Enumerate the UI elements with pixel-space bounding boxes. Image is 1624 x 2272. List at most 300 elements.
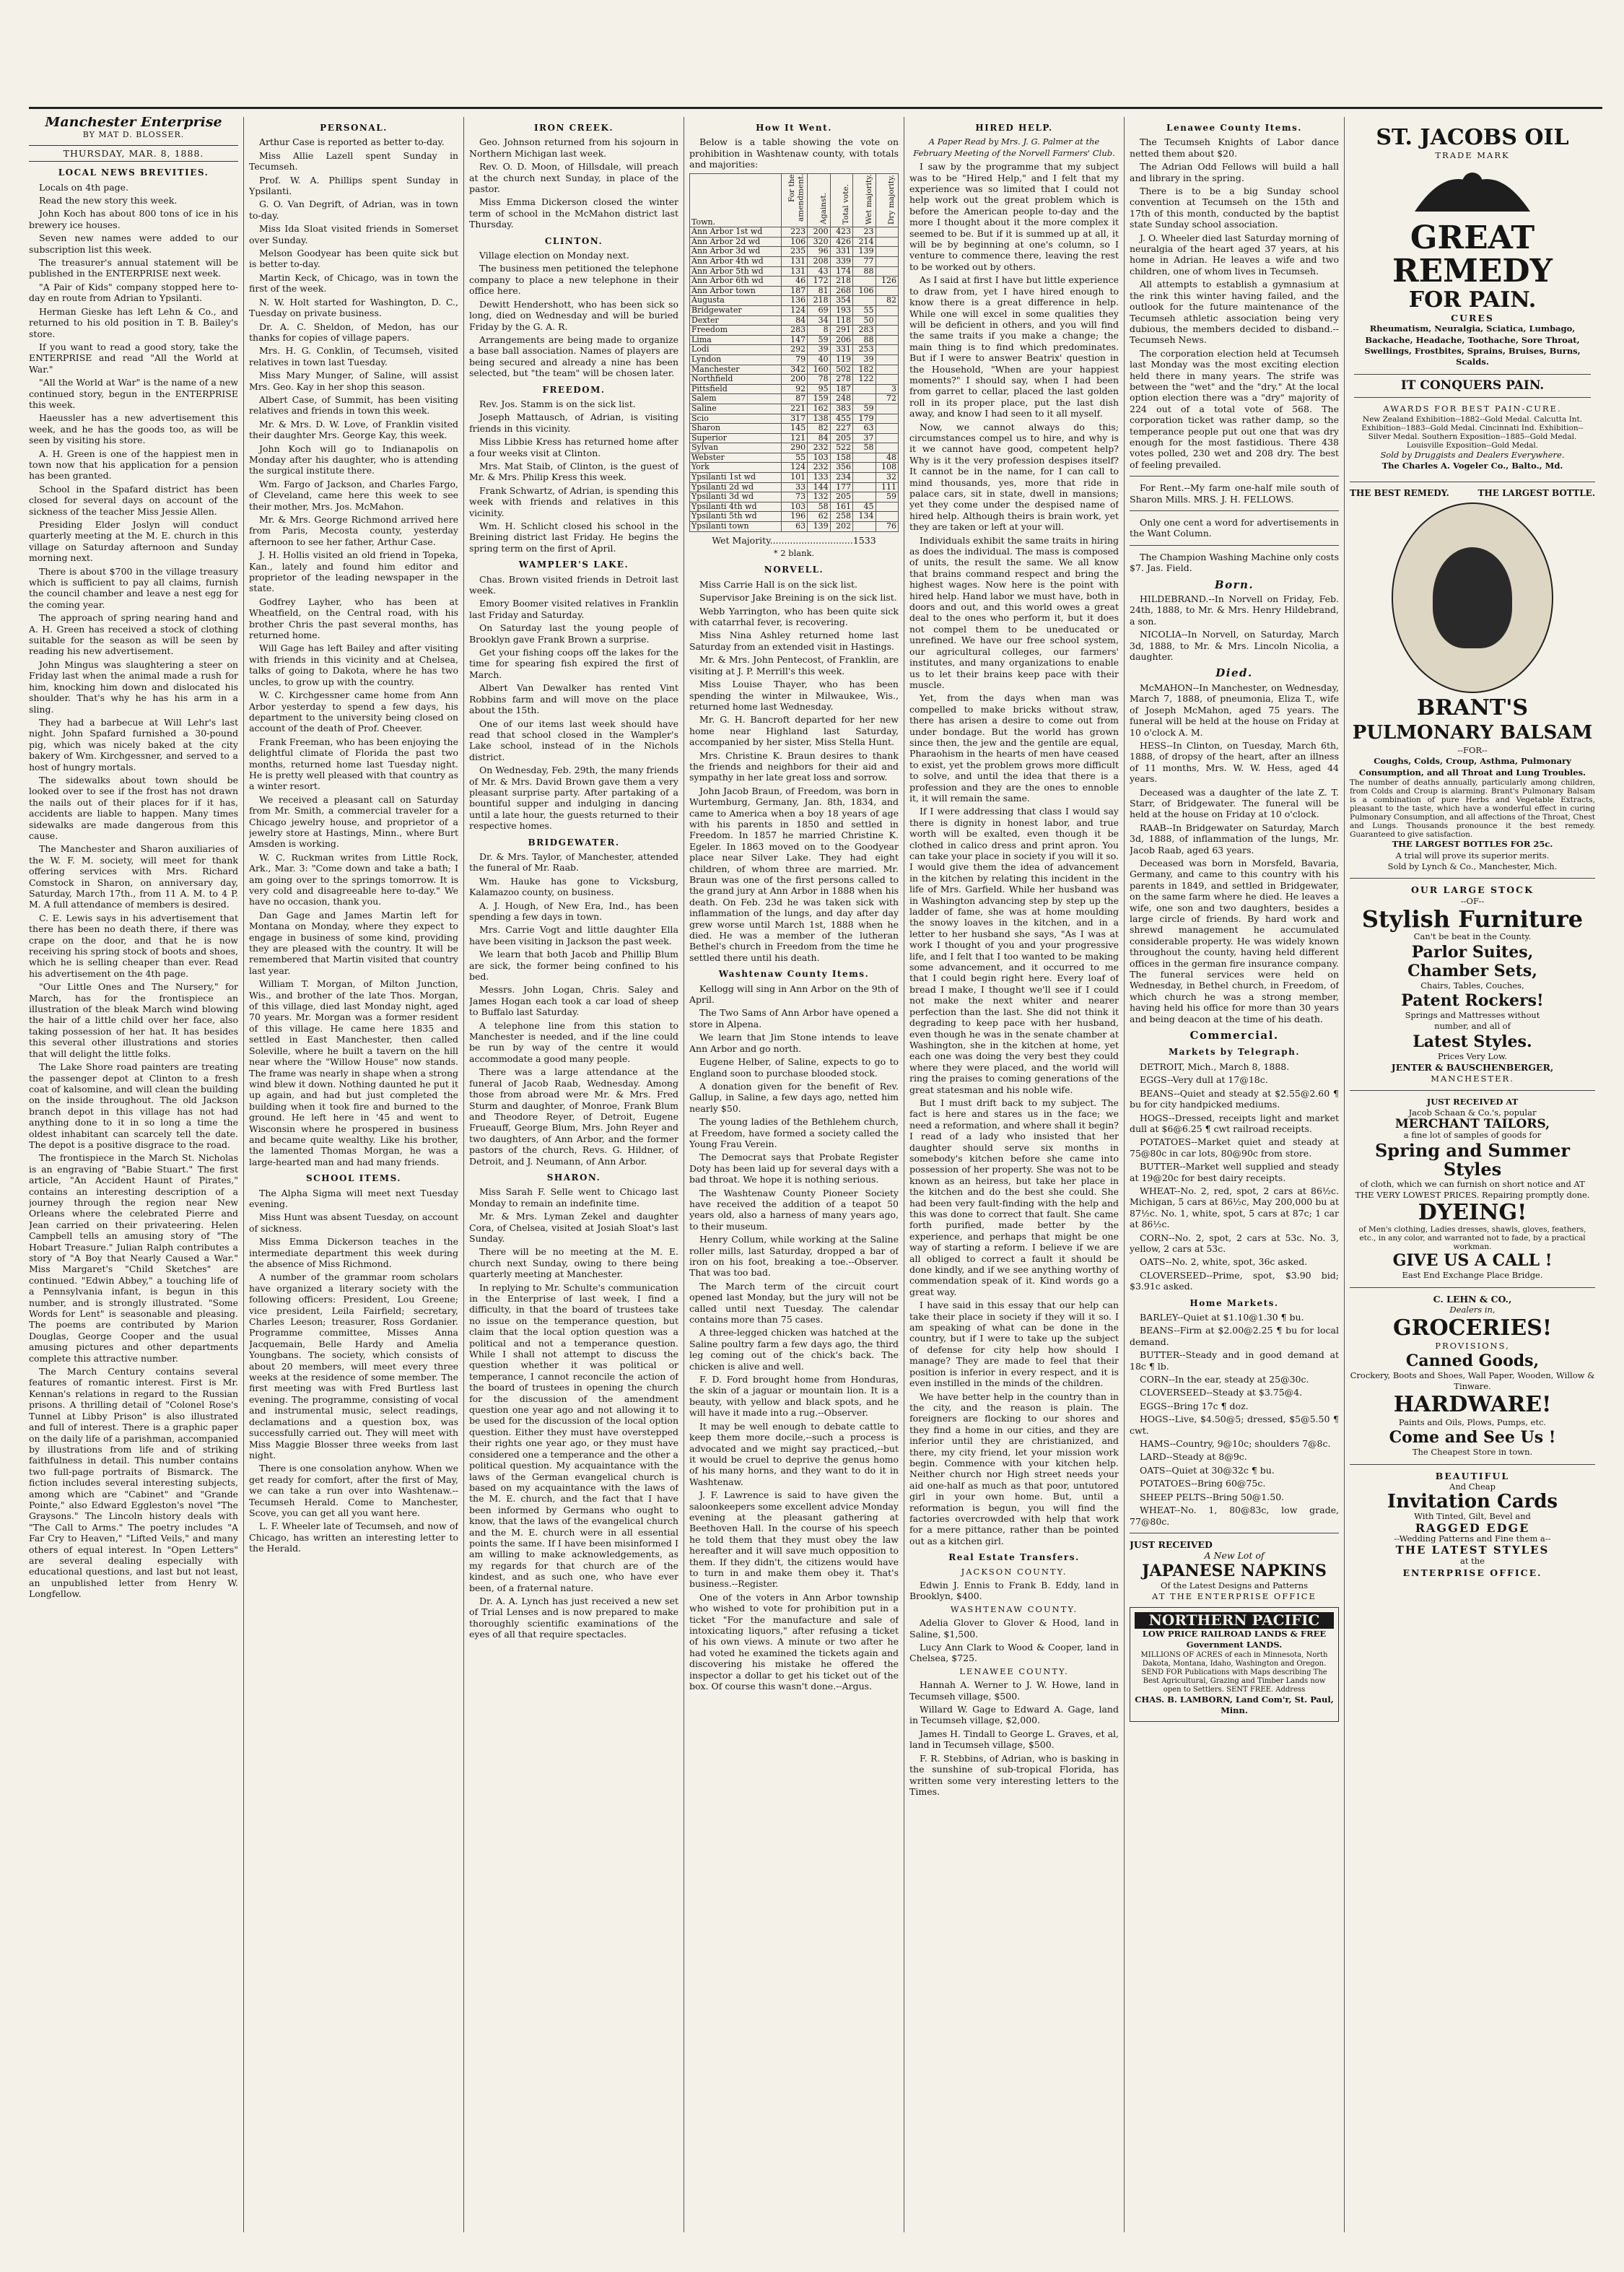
np-address: CHAS. B. LAMBORN, Land Com'r, St. Paul, Minn. [1135, 1694, 1334, 1716]
brant-body: The number of deaths annually, particularly among children, from Colds and Croup is alarming. Brant's Pulmonary Balsam is a combination of pure Herbs and Vegetable Extracts, pleasant to the taste, which have a wonderful effect in curing Pulmonary Consumption, and all affections of the Throat, Chest and Lungs. Thousands pronounce it the best remedy. Guaranteed to give satisfaction. [1350, 778, 1595, 840]
table-cell: 205 [830, 492, 852, 502]
table-cell: 118 [830, 315, 852, 326]
paragraph: Yet, from the days when man was compelled to make bricks without straw, there has arisen a desire to come out from under bondage. But the world has grown since then, the jew and the gentile are equal, Pharaohism in the hearts of men have ceased to exist, yet the problem grows more difficult to solve, and until the idea that there is a profession and they are the ones to ennoble it, it will remain the same. [909, 692, 1119, 804]
table-cell: 162 [808, 404, 830, 414]
table-cell: 62 [808, 512, 830, 522]
table-cell: 40 [808, 354, 830, 365]
table-row [690, 296, 899, 306]
table-cell: Ann Arbor town [690, 286, 782, 296]
table-cell [853, 473, 876, 483]
table-cell: 133 [808, 473, 830, 483]
paragraph: N. W. Holt started for Washington, D. C., Tuesday on private business. [249, 296, 458, 319]
table-cell: 202 [830, 522, 852, 532]
article-list [469, 399, 678, 554]
table-row [690, 365, 899, 375]
table-cell [853, 492, 876, 502]
paragraph: Arrangements are being made to organize a base ball association. Names of players are being secured and already a nine has been selected, but "the team" will be chosen later. [469, 334, 678, 379]
divider [1354, 397, 1591, 398]
divider [1130, 510, 1339, 511]
grocery-dealers: Dealers in, [1449, 1305, 1496, 1315]
table-cell: 283 [853, 326, 876, 336]
paragraph: Dr. A. C. Sheldon, of Medon, has our thanks for copies of village papers. [249, 321, 458, 343]
tailor-merchant: MERCHANT TAILORS, [1394, 1116, 1550, 1131]
paragraph: Henry Collum, while working at the Saline roller mills, last Saturday, dropped a bar of iron on his foot, breaking a toe.--Observer. That was too bad. [689, 1234, 899, 1279]
table-cell [853, 384, 876, 394]
table-cell [853, 453, 876, 463]
article-list [249, 136, 458, 1167]
paragraph: F. D. Ford brought home from Honduras, the skin of a jaguar or mountain lion. It is a beauty, with yellow and black spots, and he will have it made into a rug.--Observer. [689, 1374, 899, 1419]
paragraph: The Democrat says that Probate Register Doty has been laid up for several days with a bad throat. We hope it is nothing serious. [689, 1152, 899, 1185]
table-cell: Ypsilanti 2d wd [690, 482, 782, 492]
column-1 [29, 117, 238, 2240]
paragraph: The March Century contains several features of romantic interest. First is Mr. Kennan's relations in regard to the Russian prisons. A thrilling detail of "Colonel Rose's Tunnel at Libby Prison" is also illustrated and full of interest. There is a graphic paper on the daily life of a parishman, accompanied by illustrations from life and of striking faithfulness in detail. This number contains two full-page portraits of Bismarck. The fiction includes several interesting subjects, among which are "Cabinet" and "Grande Pointe," also Edward Eggleston's novel "The Graysons." The Lincoln history deals with "The Call to Arms." The poetry includes "A Far Cry to Heaven," "Lifted Veils," and many others of equal interest. In "Open Letters" are several dealing especially with educational questions, and last but not least, an unpublished letter from Henry W. Longfellow. [29, 1366, 238, 1600]
table-cell: 502 [830, 365, 852, 375]
table-cell: Ann Arbor 5th wd [690, 266, 782, 277]
paragraph: Dr. A. A. Lynch has just received a new set of Trial Lenses and is now prepared to make thoroughly scientific examinations of the eyes of all that require spectacles. [469, 1595, 678, 1640]
sj-cures: CURES [1451, 312, 1494, 323]
column-rule [463, 117, 464, 2232]
article-list [469, 1186, 678, 1640]
table-cell: 69 [808, 305, 830, 315]
table-cell: 196 [781, 512, 808, 522]
np-body: MILLIONS OF ACRES of each in Minnesota, North Dakota, Montana, Idaho, Washington and Oregon. SEND FOR Publications with Maps describing The Best Agricultural, Grazing and Timber Lands now open to Settlers. SENT FREE. Address [1140, 1650, 1328, 1694]
sj-awards-list: New Zealand Exhibition--1882--Gold Medal. Calcutta Int. Exhibition--1883--Gold Medal. Cincinnati Ind. Exhibition--Silver Medal. Southern Exposition--1885--Gold Medal. Louisville Exposition--Gold Medal. [1361, 414, 1584, 450]
table-cell: 160 [808, 365, 830, 375]
invitation-wedding: --Wedding Patterns and Fine them a-- [1394, 1533, 1551, 1544]
paragraph: We learn that both Jacob and Phillip Blum are sick, the former being confined to his bed. [469, 949, 678, 983]
paragraph: John Koch will go to Indianapolis on Monday after his daughter, who is attending the surgical institute there. [249, 443, 458, 476]
market-list [1130, 1312, 1339, 1527]
table-cell [876, 286, 898, 296]
furniture-chamber: Chamber Sets, [1407, 961, 1537, 980]
transfer-list [909, 1617, 1119, 1664]
table-cell: 59 [853, 404, 876, 414]
paragraph: Melson Goodyear has been quite sick but is better to-day. [249, 248, 458, 270]
table-cell: 101 [781, 473, 808, 483]
paragraph: McMAHON--In Manchester, on Wednesday, March 7, 1888, of pneumonia, Eliza T., wife of Joseph McMahon, aged 75 years. The funeral will be held at the house on Friday at 10 o'clock A. M. [1130, 682, 1339, 738]
table-row [690, 492, 899, 502]
table-cell: 158 [830, 453, 852, 463]
wet-majority: Wet Majority.............................1533 [712, 534, 876, 546]
paragraph: Eugene Helber, of Saline, expects to go to England soon to purchase blooded stock. [689, 1056, 899, 1079]
paragraph: BUTTER--Market well supplied and steady at 19@20c for best dairy receipts. [1130, 1161, 1339, 1183]
paragraph: A. J. Hough, of New Era, Ind., has been spending a few days in town. [469, 900, 678, 922]
table-cell [876, 257, 898, 267]
table-row [690, 512, 899, 522]
table-cell: 331 [830, 345, 852, 355]
paragraph: The young ladies of the Bethlehem church, at Freedom, have formed a society called the Young Frau Verein. [689, 1116, 899, 1149]
furniture-of: --OF-- [1460, 895, 1485, 906]
table-cell: 103 [808, 453, 830, 463]
divider [1350, 1464, 1595, 1465]
article-list [909, 161, 1119, 1546]
furniture-ad [1350, 884, 1595, 1084]
paragraph: The frontispiece in the March St. Nicholas is an engraving of "Babie Stuart." The first article, "An Accident Haunt of Pirates," contains an interesting description of a journey through the region near New Orleans where the celebrated Pierre and Jean carried on their privateering. Helen Campbell tells an amusing story of "The Hobart Treasure." Julian Ralph contributes a story of "A Boy that Nearly Caused a War." Miss Margaret's "Child Sketches" are continued. "Edwin Abbey," a touching life of a Pennsylvania infant, is begun in this number, and is strongly illustrated. "Some Words for Lent" is seasonable and pleasing. The poems are contributed by Marion Douglas, George Cooper and the usual amusing pictures and other departments complete this attractive number. [29, 1152, 238, 1364]
table-cell [853, 296, 876, 306]
table-cell: 8 [808, 326, 830, 336]
furniture-cant-beat: Can't be beat in the County. [1413, 931, 1532, 942]
paragraph: The Alpha Sigma will meet next Tuesday evening. [249, 1187, 458, 1209]
divider [1130, 545, 1339, 546]
paragraph: HOGS--Live, $4.50@5; dressed, $5@5.50 ¶ cwt. [1130, 1414, 1339, 1436]
table-cell: 187 [830, 384, 852, 394]
paragraph: Deceased was born in Morsfeld, Bavaria, Germany, and came to this country with his parents in 1849, and settled in Bridgewater, on the same farm where he died. He leaves a wife, one son and two daughters, besides a large circle of friends. By hard work and shrewd management he accumulated considerable property. He was widely known throughout the county, having held different offices in the german fire insurance company. The funeral services were held on Wednesday, in Bethel church, in Freedom, of which church he was a strong member, having held his office for more than 30 years and being deacon at the time of his death. [1130, 857, 1339, 1024]
table-cell: 354 [830, 296, 852, 306]
paragraph: Mrs. H. G. Conklin, of Tecumseh, visited relatives in town last Tuesday. [249, 345, 458, 367]
paragraph: There will be no meeting at the M. E. church next Sunday, owing to there being quarterly meeting at Manchester. [469, 1246, 678, 1280]
paragraph: The approach of spring nearing hand and A. H. Green has received a stock of clothing suitable for the season as will be seen by reading his new advertisement. [29, 612, 238, 657]
section-heading: WAMPLER'S LAKE. [518, 560, 629, 570]
table-cell: 46 [781, 277, 808, 287]
paragraph: BEANS--Firm at $2.00@2.25 ¶ bu for local demand. [1130, 1325, 1339, 1347]
table-cell: 144 [808, 482, 830, 492]
sj-trademark: TRADE MARK [1435, 150, 1510, 160]
birth-list [1130, 593, 1339, 662]
table-cell: 43 [808, 266, 830, 277]
article-list [1130, 136, 1339, 470]
paragraph: On Wednesday, Feb. 29th, the many friends of Mr. & Mrs. David Brown gave them a very pleasant surprise party. After partaking of a bountiful supper and indulging in dancing until a late hour, the guests returned to their respective homes. [469, 765, 678, 832]
table-cell: 232 [808, 463, 830, 473]
invitation-ragged: RAGGED EDGE [1415, 1520, 1530, 1535]
paragraph: Adelia Glover to Glover & Hood, land in Saline, $1,500. [909, 1617, 1119, 1640]
grocery-come: Come and See Us ! [1389, 1428, 1556, 1448]
table-cell: 138 [808, 414, 830, 424]
paragraph: John Koch has about 800 tons of ice in his brewery ice houses. [29, 208, 238, 230]
paragraph: Lucy Ann Clark to Wood & Cooper, land in Chelsea, $725. [909, 1642, 1119, 1664]
table-row [690, 482, 899, 492]
paragraph: Dewitt Hendershott, who has been sick so long, died on Wednesday and will be buried Friday by the G. A. R. [469, 298, 678, 332]
paragraph: J. F. Lawrence is said to have given the saloonkeepers some excellent advice Monday evening at the pleasant gathering at Beethoven Hall. In the course of his speech he told them that they must obey the law hereafter and it will save much opposition to them. If they didn't, the citizens would have to turn in and make them obey it. That's business.--Register. [689, 1489, 899, 1590]
table-cell: Northfield [690, 375, 782, 385]
section-heading: SCHOOL ITEMS. [306, 1173, 401, 1184]
column-rule [243, 117, 244, 2232]
table-row [690, 375, 899, 385]
paragraph: James H. Tindall to George L. Graves, et al, land in Tecumseh village, $500. [909, 1728, 1119, 1751]
table-cell: 103 [781, 502, 808, 512]
paragraph: W. C. Kirchgessner came home from Ann Arbor yesterday to spend a few days, his department to the university being closed on account of the death of Prof. Cheever. [249, 689, 458, 734]
table-cell: Ypsilanti 1st wd [690, 473, 782, 483]
paragraph: We learn that Jim Stone intends to leave Ann Arbor and go north. [689, 1032, 899, 1054]
table-cell: Ann Arbor 3d wd [690, 247, 782, 257]
table-cell: 291 [830, 326, 852, 336]
paragraph: CLOVERSEED--Prime, spot, $3.90 bid; $3.91c asked. [1130, 1269, 1339, 1292]
paragraph: OATS--Quiet at 30@32c ¶ bu. [1140, 1464, 1275, 1476]
paragraph: Deceased was a daughter of the late Z. T. Starr, of Bridgewater. The funeral will be held at the house on Friday at 10 o'clock. [1130, 786, 1339, 820]
table-cell: Ann Arbor 1st wd [690, 227, 782, 238]
table-cell: Webster [690, 453, 782, 463]
furniture-latest: Latest Styles. [1413, 1032, 1532, 1051]
for-rent-ad: For Rent.--My farm one-half mile south of Sharon Mills. MRS. J. H. FELLOWS. [1130, 482, 1339, 505]
paragraph: Miss Emma Dickerson closed the winter term of school in the McMahon district last Thursday. [469, 196, 678, 230]
table-row [690, 394, 899, 404]
table-cell [853, 394, 876, 404]
paragraph: Rev. Jos. Stamm is on the sick list. [479, 398, 636, 409]
paragraph: We have better help in the country than in the city, and the reason is plain. The foreigners are flocking to our shores and they find a home in our cities, and they are inferior until they are christianized, and there, my city friend, let your mission work begin. Commence with your kitchen help. Neither church nor High street needs your aid one-half as much as that poor, untutored girl in your own home. But, until a reformation is begun, you will find the factories overcrowded with help that work for a mere pittance, rather than be pointed out as a kitchen girl. [909, 1390, 1119, 1546]
table-cell [876, 365, 898, 375]
paragraph: The corporation election held at Tecumseh last Monday was the most exciting election held there in many years. The strife was between the "wet" and the "dry." At the local option election there was a "dry" majority of 224 out of a total vote of 568. The corporation ticket was rather damp, so the temperance people put out one that was dry enough for the most fastidious. There 438 votes polled, 230 wet and 208 dry. The best of feeling prevailed. [1130, 347, 1339, 470]
table-row [690, 443, 899, 453]
paragraph: If I were addressing that class I would say there is dignity in honest labor, and true worth will be exalted, even though it be clothed in calico dress and print apron. You can take your place in society if you will it so. I would give them the idea of advancement in the kitchen by relating this incident in the life of Mrs. Garfield. While her husband was in Washington advancing step by step up the ladder of fame, she was at home moulding the snowy loaves in the kitchen, and in a letter to her husband she says, "As I was at work I thought of you and your progressive life, and I felt that I too wanted to be making some advancement, and it occurred to me that I could begin right here. Every loaf of bread I make, I thought we'll see if I could not make the next whiter and nearer perfection than the last. She did not think it degrading to keep pace with her husband, even though he was in the senate chamber at Washington, she in the kitchen at home, yet each one was doing the very best they could where they were placed, and the world will ring the praises to coming generations of the great statesman and his noble wife. [909, 806, 1119, 1095]
paragraph: Village election on Monday next. [479, 250, 629, 261]
furniture-springs: Springs and Mattresses without [1405, 1009, 1540, 1020]
article-list [469, 574, 678, 832]
paragraph: Mr. & Mrs. John Pentecost, of Franklin, are visiting at J. P. Merrill's this week. [689, 654, 899, 676]
paragraph: Prof. W. A. Phillips spent Sunday in Ypsilanti. [249, 174, 458, 197]
paragraph: Kellogg will sing in Ann Arbor on the 9th of April. [689, 983, 899, 1006]
paragraph: A telephone line from this station to Manchester is needed, and if the line could be run by way of the centre it would accommodate a good many people. [469, 1019, 678, 1064]
washing-machine-notice: The Champion Washing Machine only costs $7. Jas. Field. [1130, 551, 1339, 574]
table-cell: 331 [830, 247, 852, 257]
table-cell: Ypsilanti 3d wd [690, 492, 782, 502]
table-intro: Below is a table showing the vote on prohibition in Washtenaw county, with totals and majorities: [689, 136, 899, 170]
table-row [690, 463, 899, 473]
table-cell: 55 [853, 305, 876, 315]
grocery-cheapest: The Cheapest Store in town. [1412, 1447, 1533, 1458]
paragraph: BUTTER--Steady and in good demand at 18c ¶ lb. [1130, 1349, 1339, 1372]
column-3 [469, 117, 678, 2240]
paragraph: We received a pleasant call on Saturday from Mr. Smith, a commercial traveler for a Chicago jewelry house, and proprietor of a jewelry store at Hastings, Minn., where Burt Amsden is working. [249, 793, 458, 850]
paragraph: On Saturday last the young people of Brooklyn gave Frank Brown a surprise. [469, 622, 678, 645]
paragraph: Dan Gage and James Martin left for Montana on Monday, where they expect to engage in business of some kind, providing they are pleased with the country. It will be remembered that Martin visited that country last year. [249, 909, 458, 976]
paragraph: HAMS--Country, 9@10c; shoulders 7@8c. [1140, 1438, 1331, 1450]
table-cell: 134 [853, 512, 876, 522]
table-cell: 423 [830, 227, 852, 238]
death-list [1130, 682, 1339, 1024]
paragraph: Hannah A. Werner to J. W. Howe, land in Tecumseh village, $500. [909, 1679, 1119, 1702]
table-cell: 77 [853, 257, 876, 267]
paragraph: Godfrey Layher, who has been at Wheatfield, on the Central road, with his brother Chris the past several months, has returned home. [249, 596, 458, 641]
table-cell: Saline [690, 404, 782, 414]
paragraph: Miss Libbie Kress has returned home after a four weeks visit at Clinton. [469, 436, 678, 458]
invitation-title: Invitation Cards [1387, 1491, 1558, 1513]
table-cell: 39 [853, 354, 876, 365]
paragraph: All attempts to establish a gymnasium at the rink this winter having failed, and the outlook for the future maintenance of the Tecumseh athletic association being very dubious, the members decided to disband.--Tecumseh News. [1130, 279, 1339, 346]
table-cell: Ann Arbor 6th wd [690, 277, 782, 287]
table-cell: 136 [781, 296, 808, 306]
table-cell: 290 [781, 443, 808, 453]
blank-note: * 2 blank. [773, 548, 815, 559]
table-cell: 227 [830, 424, 852, 434]
brant-list: Coughs, Colds, Croup, Asthma, Pulmonary Consumption, and all Throat and Lung Troubles. [1358, 756, 1586, 778]
table-cell: 223 [781, 227, 808, 238]
table-row [690, 286, 899, 296]
paragraph: Rev. O. D. Moon, of Hillsdale, will preach at the church next Sunday, in place of the pastor. [469, 161, 678, 195]
table-cell: Salem [690, 394, 782, 404]
table-cell: 76 [876, 522, 898, 532]
sj-awards: AWARDS FOR BEST PAIN-CURE. [1383, 404, 1562, 414]
paragraph: The March term of the circuit court opened last Monday, but the jury will not be called until next Tuesday. The calendar contains more than 75 cases. [689, 1280, 899, 1326]
table-cell: Superior [690, 433, 782, 443]
section-heading: Real Estate Transfers. [948, 1552, 1080, 1563]
napkin-ad-line: A New Lot of [1204, 1550, 1265, 1562]
want-column-notice: Only one cent a word for advertisements in the Want Column. [1130, 517, 1339, 539]
column-6 [1130, 117, 1339, 2240]
table-cell: 339 [830, 257, 852, 267]
paragraph: "Our Little Ones and The Nursery," for March, has for the frontispiece an illustration of the bleak March wind blowing the hair of a little child over her face, also taking possession of her hat. It has besides this several other illustrations and stories that will delight the little folks. [29, 981, 238, 1059]
table-cell: 59 [876, 492, 898, 502]
paragraph: Locals on 4th page. [39, 181, 129, 193]
table-row [690, 257, 899, 267]
table-cell: 159 [808, 394, 830, 404]
paragraph: Miss Carrie Hall is on the sick list. [699, 578, 858, 590]
section-heading: LOCAL NEWS BREVITIES. [58, 167, 209, 178]
paragraph: Seven new names were added to our subscription list this week. [29, 232, 238, 255]
napkin-ad-office: AT THE ENTERPRISE OFFICE [1152, 1591, 1317, 1602]
table-cell: Freedom [690, 326, 782, 336]
table-cell: 78 [808, 375, 830, 385]
article-list [469, 851, 678, 1167]
table-cell: 95 [808, 384, 830, 394]
table-cell: 58 [853, 443, 876, 453]
invitation-at: at the [1460, 1556, 1485, 1567]
table-cell: 342 [781, 365, 808, 375]
paragraph: John Jacob Braun, of Freedom, was born in Wurtemburg, Germany, Jan. 8th, 1834, and came to America when a boy 18 years of age with his parents in 1850 and settled in Freedom. In 1857 he married Christine K. Egeler. In 1863 moved on to the Goodyear place near Silver Lake. They had eight children, of whom three are married. Mr. Braun was one of the first persons called to the grand jury at Ann Arbor in 1888 when his death. On Feb. 23d he was taken sick with inflammation of the lungs, and day after day grew worse until March 1st, 1888 when he died. He was a member of the lutheran Bethel's church in Freedom from the time he settled there until his death. [689, 785, 899, 963]
brant-for: --FOR-- [1457, 744, 1488, 755]
table-cell [876, 433, 898, 443]
furniture-firm: JENTER & BAUSCHENBERGER, [1391, 1062, 1554, 1074]
paragraph: Mrs. Mat Staib, of Clinton, is the guest of Mr. & Mrs. Philip Kress this week. [469, 460, 678, 483]
table-cell: 72 [876, 394, 898, 404]
table-cell: 87 [781, 394, 808, 404]
article-list [689, 579, 899, 963]
paragraph: Willard W. Gage to Edward A. Gage, land in Tecumseh village, $2,000. [909, 1704, 1119, 1726]
section-heading: Commercial. [1189, 1029, 1279, 1043]
masthead-byline: BY MAT D. BLOSSER. [82, 130, 185, 140]
paragraph: Frank Schwartz, of Adrian, is spending this week with friends and relatives in this vicinity. [469, 484, 678, 518]
invitation-cheap: And Cheap [1449, 1481, 1496, 1492]
table-cell: Ann Arbor 2d wd [690, 237, 782, 247]
table-header: Dry majority. [876, 173, 898, 227]
table-cell: 131 [781, 266, 808, 277]
grocery-provisions: PROVISIONS, [1435, 1340, 1510, 1351]
paragraph: Emory Boomer visited relatives in Franklin last Friday and Saturday. [469, 598, 678, 620]
table-cell: 3 [876, 384, 898, 394]
divider [1354, 374, 1591, 375]
paragraph: As I said at first I have but little experience to draw from, yet I have hired enough to know there is a great difference in help. While one will excel in some qualities they will be deficient in others, and you will find the same traits if you make a change; the main thing is to find which predominates. But if I were to answer Beatrix' question in the Household, "When are your happiest moments?" I should say, when I had been from garret to cellar, placed the last golden roll in its proper place, put the last dish away, and know I had seen to it all myself. [909, 274, 1119, 419]
paragraph: "All the World at War" is the name of a new continued story, begun in the ENTERPRISE this week. [29, 377, 238, 410]
paragraph: OATS--No. 2, white, spot, 36c asked. [1140, 1256, 1308, 1268]
sj-figure-icon [1400, 161, 1545, 219]
np-title: NORTHERN PACIFIC [1135, 1612, 1334, 1629]
paragraph: Albert Van Dewalker has rented Vint Robbins farm and will move on the place about the 15th. [469, 682, 678, 716]
table-cell: Augusta [690, 296, 782, 306]
tailor-cloth: of cloth, which we can furnish on short notice and AT THE VERY LOWEST PRICES. Repairing promptly done. [1355, 1178, 1590, 1200]
table-cell: 174 [830, 266, 852, 277]
paragraph: Herman Gieske has left Lehn & Co., and returned to his old position in T. B. Bailey's store. [29, 305, 238, 339]
paragraph: William T. Morgan, of Milton Junction, Wis., and brother of the late Thos. Morgan, of this village, died last Monday night, aged 70 years. Mr. Morgan was a former resident of this village. He came here 1835 and settled in East Manchester, then called Soleville, where he built a tavern on the hill near where the "Willow House" now stands. The frame was nearly in shape when a strong wind blew it down. Nothing daunted he put it up again, and had but just completed the building when it took fire and burned to the ground. He left here in '45 and went to Wisconsin where he prospered in business and became quite wealthy. Like his brother, the lamented Thomas Morgan, he was a large-hearted man and had many friends. [249, 978, 458, 1167]
table-cell [876, 414, 898, 424]
table-header: Against. [808, 173, 830, 227]
table-header: Total vote. [830, 173, 852, 227]
paragraph: Mrs. Carrie Vogt and little daughter Ella have been visiting in Jackson the past week. [469, 924, 678, 946]
table-cell: 124 [781, 463, 808, 473]
masthead-title: Manchester Enterprise [45, 117, 222, 130]
paragraph: Dr. & Mrs. Taylor, of Manchester, attended the funeral of Mr. Raab. [469, 850, 678, 874]
county-heading: JACKSON COUNTY. [961, 1566, 1068, 1577]
table-cell: 39 [808, 345, 830, 355]
paragraph: There is to be a big Sunday school convention at Tecumseh on the 15th and 17th of this month, conducted by the baptist state Sunday school association. [1130, 186, 1339, 230]
table-cell: 232 [808, 443, 830, 453]
paragraph: One of the voters in Ann Arbor township who wished to vote for prohibition put in a ticket "For the manufacture and sale of intoxicating liquors," after refusing a ticket of his own views. A minute or two after he had voted he examined the tickets again and discovering his mistake he offered the inspector a dollar to get his ticket out of the box. Of course this wasn't done.--Argus. [689, 1591, 899, 1692]
section-heading: BRIDGEWATER. [528, 837, 620, 848]
page-top-rule [29, 107, 1602, 109]
table-cell: 200 [781, 375, 808, 385]
paragraph: BEANS--Quiet and steady at $2.55@2.60 ¶ bu for city handpicked mediums. [1130, 1087, 1339, 1110]
table-cell: 132 [808, 492, 830, 502]
table-cell [853, 277, 876, 287]
section-heading: CLINTON. [544, 235, 603, 246]
furniture-prices: Prices Very Low. [1437, 1050, 1508, 1061]
northern-pacific-ad [1130, 1607, 1339, 1722]
table-cell: 122 [853, 375, 876, 385]
table-row [690, 227, 899, 238]
table-cell: Scio [690, 414, 782, 424]
invitation-ad [1350, 1471, 1595, 1578]
table-cell: Lyndon [690, 354, 782, 365]
paragraph: CLOVERSEED--Steady at $3.75@4. [1140, 1387, 1303, 1398]
table-cell: 45 [853, 502, 876, 512]
paragraph: A three-legged chicken was hatched at the Saline poultry farm a few days ago, the third leg coming out of the chick's back. The chicken is alive and well. [689, 1327, 899, 1372]
table-cell: 108 [876, 463, 898, 473]
table-row [690, 326, 899, 336]
table-cell: 426 [830, 237, 852, 247]
table-cell: 383 [830, 404, 852, 414]
table-cell: 82 [876, 296, 898, 306]
table-cell: 455 [830, 414, 852, 424]
table-cell: 139 [808, 522, 830, 532]
paragraph: One of our items last week should have read that school closed in the Wampler's Lake school, instead of in the Nichols district. [469, 718, 678, 762]
county-heading: WASHTENAW COUNTY. [950, 1603, 1078, 1614]
table-row [690, 502, 899, 512]
table-cell [876, 237, 898, 247]
paragraph: Edwin J. Ennis to Frank B. Eddy, land in Brooklyn, $400. [909, 1580, 1119, 1602]
paragraph: I have said in this essay that our help can take their place in society if they will it so. I am speaking of what can be done in the country, but if I were to take up the subject of defense for city help how should I manage? They are made to feel that their position is inferior in every respect, and it is even instilled in the minds of the children. [909, 1300, 1119, 1389]
paragraph: HOGS--Dressed, receipts light and market dull at $6@6.25 ¶ cwt railroad receipts. [1130, 1112, 1339, 1134]
table-header: For the amendment. [781, 173, 808, 227]
paragraph: The Lake Shore road painters are treating the passenger depot at Clinton to a fresh coat of kalsomine, and will clean the building on the inside throughout. The old Jackson branch depot in this village has not had anything done to it in so long a time the oldest inhabitant can scarcely tell the date. The depot is a positive disgrace to the road. [29, 1061, 238, 1150]
table-cell: Pittsfield [690, 384, 782, 394]
paragraph: DETROIT, Mich., March 8, 1888. [1140, 1061, 1290, 1072]
paragraph: EGGS--Bring 17c ¶ doz. [1140, 1400, 1249, 1411]
table-cell: 88 [853, 266, 876, 277]
table-cell: Ypsilanti town [690, 522, 782, 532]
paragraph: Mrs. Christine K. Braun desires to thank the friends and neighbors for their aid and sympathy in her late great loss and sorrow. [689, 749, 899, 783]
paragraph: C. E. Lewis says in his advertisement that there has been no death there, if there was crape on the door, and that he is now receiving his spring stock of boots and shoes, which he is selling cheaper than ever. Read his advertisement on the 4th page. [29, 912, 238, 979]
portrait-oval [1392, 502, 1553, 693]
paragraph: Albert Case, of Summit, has been visiting relatives and friends in town this week. [249, 393, 458, 417]
table-cell [876, 315, 898, 326]
table-cell [876, 502, 898, 512]
table-cell: 55 [781, 453, 808, 463]
table-row [690, 414, 899, 424]
table-row [690, 335, 899, 345]
table-cell: 208 [808, 257, 830, 267]
table-cell [876, 512, 898, 522]
table-row [690, 315, 899, 326]
article-list [689, 983, 899, 1692]
paragraph: HESS--In Clinton, on Tuesday, March 6th, 1888, of dropsy of the heart, after an illness of 11 months, Mrs. W. W. Hess, aged 44 years. [1130, 739, 1339, 785]
section-heading: Washtenaw County Items. [718, 969, 870, 980]
table-cell: 214 [853, 237, 876, 247]
vote-table [689, 173, 899, 532]
table-cell: Sharon [690, 424, 782, 434]
paragraph: Mr. & Mrs. Lyman Zekel and daughter Cora, of Chelsea, visited at Josiah Sloat's last Sunday. [469, 1211, 678, 1244]
section-heading: IRON CREEK. [533, 123, 614, 133]
table-cell: 92 [781, 384, 808, 394]
paragraph: They had a barbecue at Will Lehr's last night. John Spafard furnished a 30-pound pig, which was nicely baked at the city bakery of Wm. Kirchgessner, and served to a host of hungry mortals. [29, 716, 238, 772]
table-cell [876, 443, 898, 453]
furniture-title: Stylish Furniture [1361, 905, 1584, 933]
